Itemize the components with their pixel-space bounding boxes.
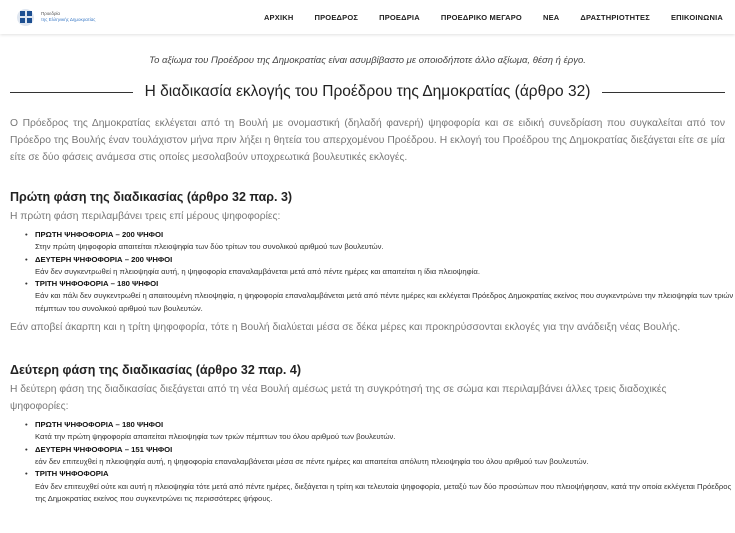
nav-contact[interactable]: ΕΠΙΚΟΙΝΩΝΙΑ [670,12,723,22]
nav-news[interactable]: ΝΕΑ [542,12,560,22]
intro-paragraph: Ο Πρόεδρος της Δημοκρατίας εκλέγεται από τη Βουλή με ονομαστική (δηλαδή φανερή) ψηφοφορία και σε ειδική συνεδρίαση που συγκαλείται από τον Πρόεδρο της Βουλής έναν τουλάχιστον μήνα πριν λήξει η θητεία του απερχομένου Προέδρου. Η εκλογή του Προέδρου της Δημοκρατίας διεξάγεται είτε σε μία είτε σε δύο φάσεις ανάμεσα στις οποίες μεσολαβούν υποχρεωτικά βουλευτικές εκλογές. [10,118,725,163]
item-title: • ΠΡΩΤΗ ΨΗΦΟΦΟΡΙΑ – 200 ΨΗΦΟΙ [35,230,164,239]
item-text: Στην πρώτη ψηφοφορία απαιτείται πλειοψηφία των δύο τρίτων του συνολικού αριθμού των βουλευτών. [35,242,384,252]
site-header [0,0,735,34]
nav-mansion[interactable]: ΠΡΟΕΔΡΙΚΟ ΜΕΓΑΡΟ [440,12,522,22]
item-title: • ΔΕΥΤΕΡΗ ΨΗΦΟΦΟΡΙΑ – 200 ΨΗΦΟΙ [35,254,173,264]
phase1-list [25,229,735,315]
logo-line2: της Ελληνικής Δημοκρατίας [41,17,96,22]
quote: Το αξίωμα του Προέδρου της Δημοκρατίας είναι ασυμβίβαστο με οποιοδήποτε άλλο αξίωμα, θέση ή έργο. [149,55,586,66]
item-text: Εάν δεν επιτευχθεί ούτε και αυτή η πλειοψηφία τότε μετά από πέντε ημέρες, διεξάγεται η τρίτη και τελευταία ψηφοφορία, μεταξύ των δύο προσώπων που πλειοψήφησαν, κατά την οποία εκλέγεται Πρόεδρος της Δημοκρατίας εκείνος που συγκεντρώνει τις περισσότερες ψήφους. [35,481,732,503]
list-item [25,468,735,505]
phase2-intro: Η δεύτερη φάση της διαδικασίας διεξάγεται από τη νέα Βουλή αμέσως μετά τη συγκρότησή της σε σώμα και περιλαμβάνει άλλες τρεις διαδοχικές ψηφοφορίες: [10,384,667,413]
phase2-heading: Δεύτερη φάση της διαδικασίας (άρθρο 32 παρ. 4) [10,363,301,378]
phase1-intro: Η πρώτη φάση περιλαμβάνει τρεις επί μέρους ψηφοφορίες: [10,211,281,222]
nav-presidency[interactable]: ΠΡΟΕΔΡΙΑ [379,12,420,22]
nav-home[interactable]: ΑΡΧΙΚΗ [263,12,294,22]
item-title: • ΤΡΙΤΗ ΨΗΦΟΦΟΡΙΑ [35,469,109,479]
nav-activities[interactable]: ΔΡΑΣΤΗΡΙΟΤΗΤΕΣ [580,12,650,22]
item-text: εάν δεν επιτευχθεί η πλειοψηφία αυτή, η ψηφοφορία επαναλαμβάνεται μέσα σε πέντε ημέρες και απαιτείται απόλυτη πλειοψηφία του όλου αριθμού των βουλευτών. [35,456,589,466]
main-nav [264,13,723,22]
item-title: • ΤΡΙΤΗ ΨΗΦΟΦΟΡΙΑ – 180 ΨΗΦΟΙ [35,279,159,289]
item-text: Κατά την πρώτη ψηφοφορία απαιτείται πλειοψηφία των τριών πέμπτων του όλου αριθμού των βουλευτών. [35,432,396,442]
list-item [25,444,735,469]
item-text: Εάν και πάλι δεν συγκεντρωθεί η απαιτουμένη πλειοψηφία, η ψηφοφορία επαναλαμβάνεται μετά από πέντε ημέρες και εκλέγεται Πρόεδρος Δημοκρατίας εκείνος που συγκεντρώνει την πλειοψηφία των τριών πέμπτων του συνολικού αριθμού των βουλευτών. [35,291,734,313]
page-title-text: Η διαδικασία εκλογής του Προέδρου της Δημοκρατίας (άρθρο 32) [144,83,591,100]
list-item [25,229,735,254]
phase1-heading: Πρώτη φάση της διαδικασίας (άρθρο 32 παρ. 3) [10,190,293,204]
phase1-conclusion: Εάν αποβεί άκαρπη και η τρίτη ψηφοφορία, τότε η Βουλή διαλύεται μέσα σε δέκα μέρες και προκηρύσσονται εκλογές για την ανάδειξη νέας Βουλής. [10,322,681,334]
list-item [25,419,735,444]
logo-line1: Προεδρία [41,11,60,16]
item-title: • ΔΕΥΤΕΡΗ ΨΗΦΟΦΟΡΙΑ – 151 ΨΗΦΟΙ [35,444,173,454]
item-text: Εάν δεν συγκεντρωθεί η πλειοψηφία αυτή, η ψηφοφορία επαναλαμβάνεται μετά από πέντε ημέρες και απαιτείται η ίδια πλειοψηφία. [35,266,480,276]
page-title [10,83,725,101]
nav-president[interactable]: ΠΡΟΕΔΡΟΣ [314,12,359,22]
list-item [25,254,735,279]
list-item [25,278,735,315]
seal-icon [17,9,34,26]
phase2-list [25,419,735,505]
site-logo[interactable] [17,9,95,26]
item-title: • ΠΡΩΤΗ ΨΗΦΟΦΟΡΙΑ – 180 ΨΗΦΟΙ [35,420,164,430]
